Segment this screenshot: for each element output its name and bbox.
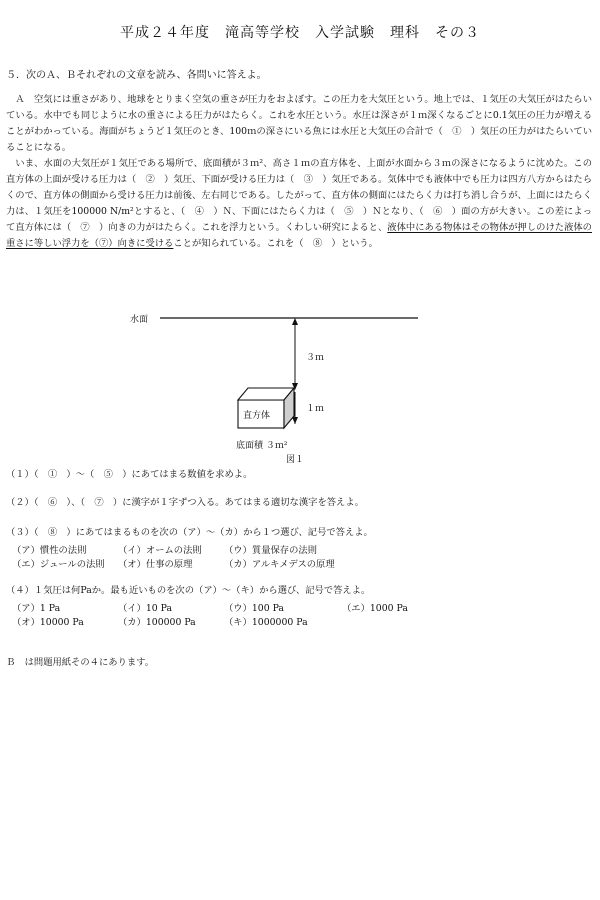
figure-1 <box>0 300 600 470</box>
section-a-paragraph-1 <box>6 92 592 156</box>
choice-item: （ア）1 Pa <box>12 603 61 614</box>
choice-item: （カ）アルキメデスの原理 <box>224 559 335 570</box>
question-2-text: （２）（ ⑥ ）、（ ⑦ ）に漢字が１字ずつ入る。あてはまる適切な漢字を答えよ。 <box>6 497 364 508</box>
figure-1-drawing <box>0 300 600 470</box>
question-3-text: （３）（ ⑧ ）にあてはまるものを次の（ア）～（カ）から１つ選び、記号で答えよ。 <box>6 527 373 538</box>
section-a-text <box>6 92 592 252</box>
height-label: １ｍ <box>306 404 325 414</box>
question-1 <box>6 466 252 480</box>
cuboid-label: 直方体 <box>243 411 271 421</box>
archimedes-underlined-statement: 液体中にある物体はその物体が押しのけた液体の重さに等しい浮力を（⑦）向きに受ける <box>6 222 592 249</box>
base-area-label: 底面積 ３ｍ² <box>236 441 288 451</box>
depth-arrow-top <box>292 318 298 325</box>
choice-item: （キ）1000000 Pa <box>224 617 308 628</box>
question-1-text: （１）（ ① ）～（ ⑤ ）にあてはまる数値を求めよ。 <box>6 469 253 480</box>
question-5-heading: ５．次のＡ、Ｂそれぞれの文章を読み、各問いに答えよ。 <box>6 70 267 81</box>
depth-label: ３ｍ <box>306 353 325 363</box>
section-a-p2-text-1: いま、水面の大気圧が１気圧である場所で、底面積が３ｍ²、高さ１ｍの直方体を、上面が水面から３ｍの深さになるように沈めた。この直方体の上面が受ける圧力は（ ② ）気圧、下面が受ける圧力は（ ③ ）気圧である。気体中でも液体中でも圧力は四方八方からはたらくので、直方体の側面から受ける圧力は前後、左右同じである。したがって、直方体の側面にはたらく力は打ち消し合うが、上面にはたらく力は、１気圧を100000 N/m²とすると、（ ④ ）Ｎ、下面にはたらく力は（ ⑤ ）Ｎとなり、（ ⑥ ）面の方が大きい。この差によって直方体には（ ⑦ ）向きの力がはたらく。これを浮力という。くわしい研究によると、 <box>6 158 592 233</box>
choice-item: （イ）オームの法則 <box>118 545 202 556</box>
choice-item: （イ）10 Pa <box>118 603 173 614</box>
choice-item: （オ）仕事の原理 <box>118 559 193 570</box>
question-3 <box>6 524 592 574</box>
question-2 <box>6 494 364 508</box>
section-a-p2-text-2: ことが知られている。これを（ ⑧ ）という。 <box>173 238 378 249</box>
choice-item: （ア）慣性の法則 <box>12 545 87 556</box>
choice-item: （ウ）100 Pa <box>224 603 284 614</box>
choice-item: （オ）10000 Pa <box>12 617 84 628</box>
choice-item: （ウ）質量保存の法則 <box>224 545 317 556</box>
section-a-marker: Ａ <box>15 94 25 105</box>
question-4 <box>6 582 592 632</box>
choice-item: （エ）1000 Pa <box>342 603 408 614</box>
choice-item: （カ）100000 Pa <box>118 617 196 628</box>
section-a-paragraph-2 <box>6 156 592 252</box>
page-title: 平成２４年度 滝高等学校 入学試験 理科 その３ <box>120 25 480 41</box>
choice-item: （エ）ジュールの法則 <box>12 559 105 570</box>
figure-caption: 図１ <box>286 455 305 465</box>
section-a-p1-text: 空気には重さがあり、地球をとりまく空気の重さが圧力をおよぼす。この圧力を大気圧という。地上では、１気圧の大気圧がはたらいている。水中でも同じように水の重さによる圧力がはたらく。これを水圧という。水圧は深さが１ｍ深くなるごとに0.1気圧の圧力が増えることがわかっている。海面がちょうど１気圧のとき、100ｍの深さにいる魚には水圧と大気圧の合計で（ ① ）気圧の圧力がはたらいていることになる。 <box>6 94 592 153</box>
question-4-text: （４）１気圧は何Paか。最も近いものを次の（ア）～（キ）から選び、記号で答えよ。 <box>6 585 371 596</box>
water-surface-label: 水面 <box>130 315 149 325</box>
section-b-note: Ｂ は問題用紙その４にあります。 <box>6 657 155 668</box>
